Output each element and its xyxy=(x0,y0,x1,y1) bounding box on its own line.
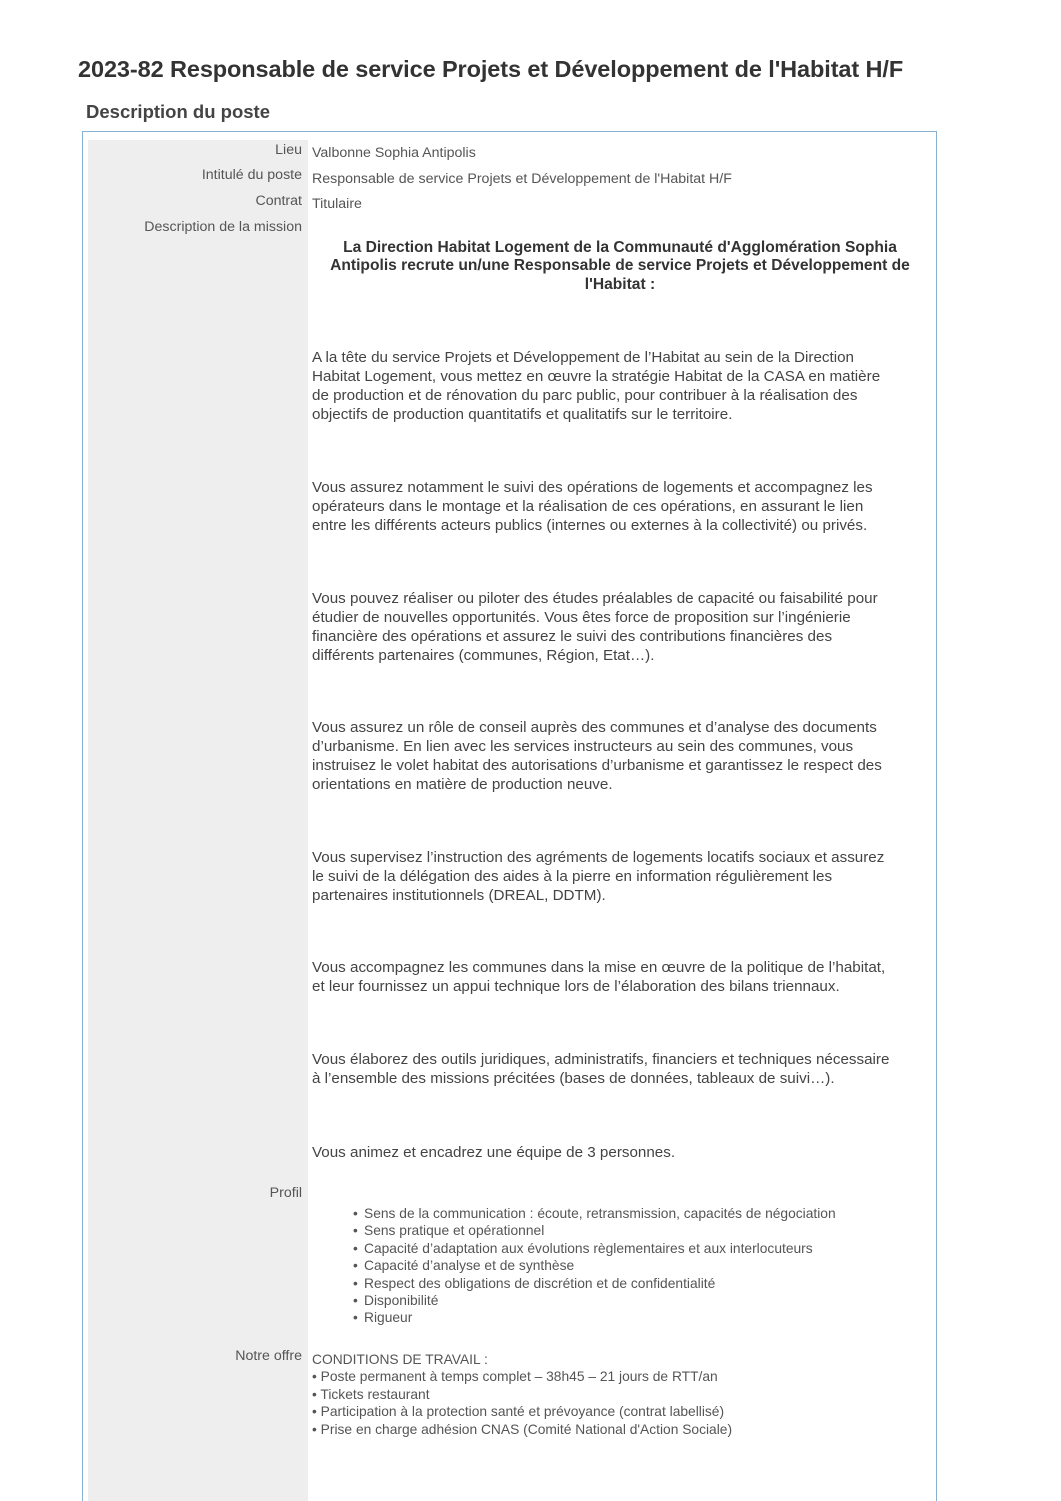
label-contrat: Contrat xyxy=(255,193,302,209)
list-item xyxy=(312,1368,732,1385)
paragraph-line: Vous pouvez réaliser ou piloter des études préalables de capacité ou faisabilité pour xyxy=(312,590,878,607)
paragraph-line: et leur fournissez un appui technique lors de l’élaboration des bilans triennaux. xyxy=(312,978,840,995)
bullet-icon: • xyxy=(353,1275,358,1291)
mission-paragraph xyxy=(312,958,932,996)
paragraph-line: Vous animez et encadrez une équipe de 3 personnes. xyxy=(312,1144,676,1161)
value-contrat: Titulaire xyxy=(312,196,362,212)
paragraph-line: le suivi de la délégation des aides à la pierre en information régulièrement les xyxy=(312,868,833,885)
job-description-panel xyxy=(82,131,937,1501)
list-item-text: Sens pratique et opérationnel xyxy=(364,1223,545,1239)
list-item xyxy=(353,1292,836,1309)
paragraph-line: entre les différents acteurs publics (internes ou externes à la collectivité) ou privés. xyxy=(312,517,868,534)
page-title: 2023-82 Responsable de service Projets et Développement de l'Habitat H/F xyxy=(78,56,904,82)
list-item xyxy=(312,1386,732,1403)
label-column xyxy=(88,140,308,1501)
mission-paragraph xyxy=(312,348,932,424)
value-intitule: Responsable de service Projets et Développement de l'Habitat H/F xyxy=(312,171,732,187)
bullet-icon: • xyxy=(312,1386,321,1402)
list-item-text: Tickets restaurant xyxy=(320,1386,430,1402)
paragraph-line: Habitat Logement, vous mettez en œuvre la stratégie Habitat de la CASA en matière xyxy=(312,368,881,385)
offer-heading: CONDITIONS DE TRAVAIL : xyxy=(312,1352,488,1367)
bullet-icon: • xyxy=(353,1293,358,1309)
list-item xyxy=(312,1403,732,1420)
list-item xyxy=(353,1222,836,1239)
paragraph-line: Vous accompagnez les communes dans la mise en œuvre de la politique de l’habitat, xyxy=(312,959,886,976)
value-lieu: Valbonne Sophia Antipolis xyxy=(312,145,476,161)
list-item-text: Prise en charge adhésion CNAS (Comité National d'Action Sociale) xyxy=(320,1421,733,1437)
mission-heading xyxy=(312,239,928,294)
paragraph-line: Vous assurez un rôle de conseil auprès des communes et d’analyse des documents xyxy=(312,719,877,736)
list-item xyxy=(353,1205,836,1222)
bullet-icon: • xyxy=(353,1240,358,1256)
bullet-icon: • xyxy=(353,1206,358,1221)
paragraph-line: de production et de rénovation du parc public, pour contribuer à la réalisation des xyxy=(312,387,858,404)
mission-paragraph xyxy=(312,718,932,794)
mission-heading-line: l'Habitat : xyxy=(584,275,656,293)
label-intitule: Intitulé du poste xyxy=(201,167,302,183)
offer-section xyxy=(312,1351,732,1438)
list-item-text: Capacité d’adaptation aux évolutions règlementaires et aux interlocuteurs xyxy=(364,1240,813,1256)
label-mission: Description de la mission xyxy=(144,219,302,235)
list-item xyxy=(353,1275,836,1292)
paragraph-line: A la tête du service Projets et Développement de l’Habitat au sein de la Direction xyxy=(312,349,854,366)
label-profil: Profil xyxy=(269,1185,302,1201)
paragraph-line: opérateurs dans le montage et la réalisation de ces opérations, en assurant le lien xyxy=(312,498,864,515)
bullet-icon: • xyxy=(353,1310,358,1326)
list-item-text: Respect des obligations de discrétion et de confidentialité xyxy=(364,1275,716,1291)
bullet-icon: • xyxy=(353,1223,358,1239)
list-item xyxy=(353,1240,836,1257)
list-item-text: Participation à la protection santé et prévoyance (contrat labellisé) xyxy=(320,1404,725,1420)
section-heading: Description du poste xyxy=(86,101,270,122)
paragraph-line: Vous élaborez des outils juridiques, administratifs, financiers et techniques nécessaire xyxy=(312,1051,890,1068)
paragraph-line: partenaires institutionnels (DREAL, DDTM). xyxy=(312,887,606,904)
paragraph-line: orientations en matière de production neuve. xyxy=(312,776,613,793)
paragraph-line: différents partenaires (communes, Région, Etat…). xyxy=(312,647,655,664)
mission-paragraph xyxy=(312,589,932,665)
profil-list xyxy=(353,1205,836,1327)
paragraph-line: Vous supervisez l’instruction des agréments de logements locatifs sociaux et assurez xyxy=(312,849,885,866)
list-item-text: Rigueur xyxy=(364,1310,413,1326)
list-item-text: Poste permanent à temps complet – 38h45 – 21 jours de RTT/an xyxy=(320,1369,718,1385)
mission-heading-line: Antipolis recrute un/une Responsable de service Projets et Développement de xyxy=(330,257,910,275)
paragraph-line: objectifs de production quantitatifs et qualitatifs sur le territoire. xyxy=(312,406,733,423)
bullet-icon: • xyxy=(353,1258,358,1274)
mission-paragraph xyxy=(312,1050,932,1088)
mission-heading-line: La Direction Habitat Logement de la Communauté d'Agglomération Sophia xyxy=(343,239,897,256)
paragraph-line: financière des opérations et assurez le suivi des contributions financières des xyxy=(312,628,833,645)
list-item-text: Sens de la communication : écoute, retransmission, capacités de négociation xyxy=(364,1206,836,1221)
paragraph-line: instruisez le volet habitat des autorisations d’urbanisme et garantissez le respect des xyxy=(312,757,882,774)
paragraph-line: à l’ensemble des missions précitées (bases de données, tableaux de suivi…). xyxy=(312,1070,835,1087)
list-item xyxy=(353,1257,836,1274)
label-lieu: Lieu xyxy=(275,142,302,158)
mission-paragraph xyxy=(312,478,932,535)
paragraph-line: étudier de nouvelles opportunités. Vous êtes force de proposition sur l’ingénierie xyxy=(312,609,851,626)
label-offre: Notre offre xyxy=(235,1348,302,1364)
paragraph-line: d’urbanisme. En lien avec les services instructeurs au sein des communes, vous xyxy=(312,738,854,755)
mission-paragraph xyxy=(312,848,932,905)
mission-paragraph xyxy=(312,1143,932,1162)
bullet-icon: • xyxy=(312,1404,321,1420)
bullet-icon: • xyxy=(312,1421,321,1437)
bullet-icon: • xyxy=(312,1369,321,1385)
list-item xyxy=(312,1421,732,1438)
list-item-text: Disponibilité xyxy=(364,1293,439,1309)
list-item-text: Capacité d’analyse et de synthèse xyxy=(364,1258,575,1274)
paragraph-line: Vous assurez notamment le suivi des opérations de logements et accompagnez les xyxy=(312,479,873,496)
list-item xyxy=(353,1309,836,1326)
